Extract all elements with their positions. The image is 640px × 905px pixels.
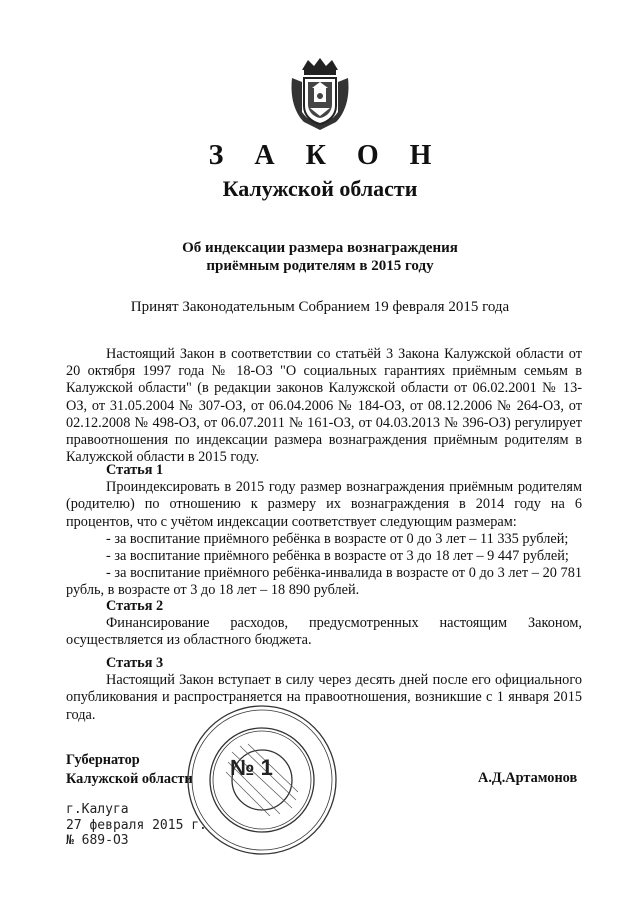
position-line-2: Калужской области xyxy=(66,771,193,787)
seal-number: № 1 xyxy=(230,755,273,780)
article-2-text: Финансирование расходов, предусмотренных настоящим Законом, осуществляется из областного бюджета. xyxy=(66,615,582,649)
article-1 xyxy=(66,462,582,600)
signatory-position xyxy=(66,751,193,789)
coat-of-arms-icon xyxy=(288,56,352,132)
adoption-note: Принят Законодательным Собранием 19 февраля 2015 года xyxy=(130,299,510,315)
signatory-name: А.Д.Артамонов xyxy=(478,770,578,786)
law-heading-line-1: Об индексации размера вознаграждения xyxy=(182,240,458,256)
date: 27 февраля 2015 г. xyxy=(66,817,207,833)
document-title: З А К О Н xyxy=(208,140,444,171)
article-2-title: Статья 2 xyxy=(106,598,164,614)
law-heading xyxy=(0,239,640,275)
article-3-text: Настоящий Закон вступает в силу через десять дней после его официального опубликования и распространяется на правоотношения, возникшие с 1 января 2015 года. xyxy=(66,672,582,723)
list-item: - за воспитание приёмного ребёнка-инвалида в возрасте от 0 до 3 лет – 20 781 рубль, в возрасте от 3 до 18 лет – 18 890 рублей. xyxy=(66,565,582,599)
article-1-intro: Проиндексировать в 2015 году размер вознаграждения приёмным родителям (родителю) по отношению к размеру их вознаграждения в 2014 году на 6 процентов, что с учётом индексации соответствует следующим размерам: xyxy=(66,479,582,530)
place: г.Калуга xyxy=(66,802,129,817)
article-2 xyxy=(66,598,582,650)
preamble xyxy=(66,346,582,466)
registration-number: № 689-ОЗ xyxy=(66,833,129,848)
document-subtitle: Калужской области xyxy=(222,176,418,201)
position-line-1: Губернатор xyxy=(66,752,140,768)
list-item: - за воспитание приёмного ребёнка в возрасте от 3 до 18 лет – 9 447 рублей; xyxy=(106,548,569,565)
list-item: - за воспитание приёмного ребёнка в возрасте от 0 до 3 лет – 11 335 рублей; xyxy=(106,530,569,547)
preamble-text: Настоящий Закон в соответствии со статьёй 3 Закона Калужской области от 20 октября 1997 года № 18-ОЗ "О социальных гарантиях приёмным семьям в Калужской области" (в редакции законов Калужской области от 06.02.2001 № 13-ОЗ, от 31.05.2004 № 307-ОЗ, от 06.04.2006 № 184-ОЗ, от 08.12.2006 № 264-ОЗ, от 02.12.2008 № 498-ОЗ, от 06.07.2011 № 161-ОЗ, от 04.03.2013 № 396-ОЗ) регулирует правоотношения по индексации размера вознаграждения приёмным родителям в Калужской области в 2015 году. xyxy=(66,346,582,466)
law-heading-line-2: приёмным родителям в 2015 году xyxy=(206,258,434,274)
article-1-title: Статья 1 xyxy=(106,462,164,478)
article-3-title: Статья 3 xyxy=(106,655,164,671)
